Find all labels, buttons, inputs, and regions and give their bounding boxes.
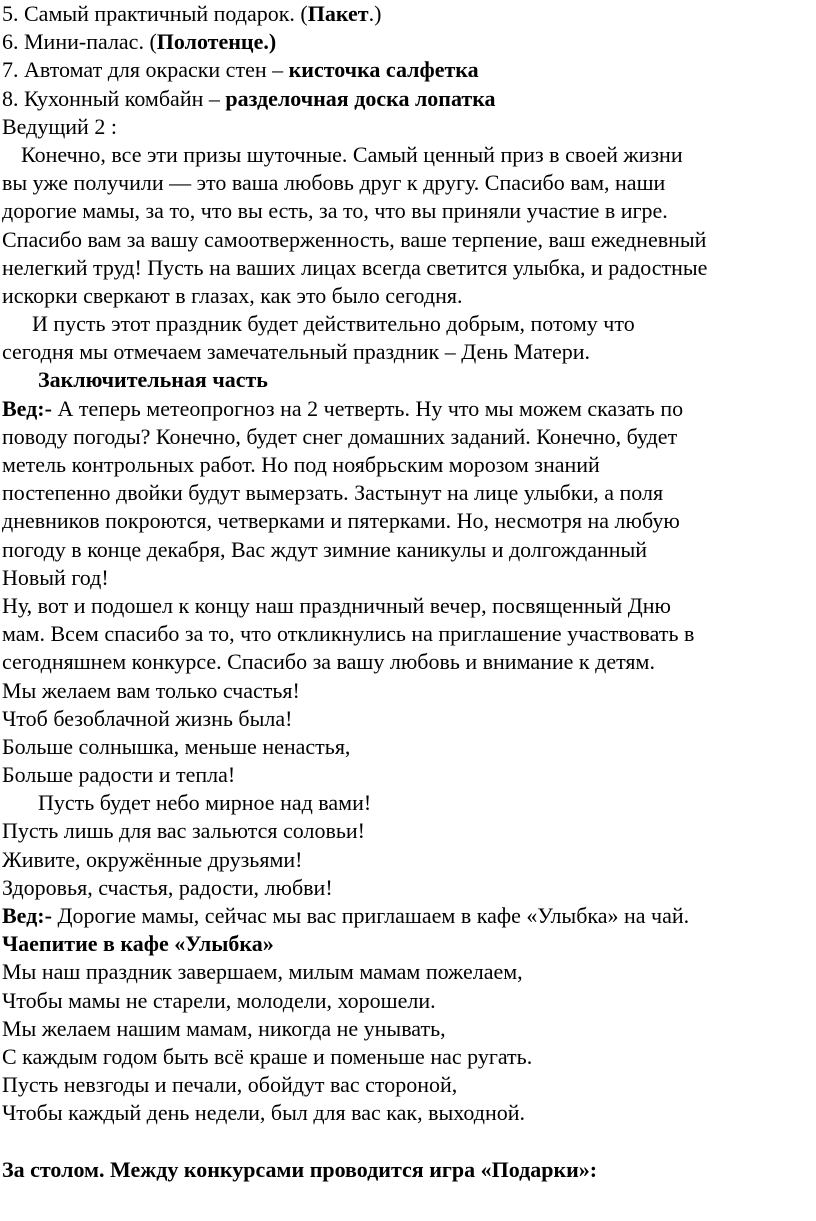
paragraph-line: И пусть этот праздник будет действительно добрым, потому что <box>32 311 635 337</box>
poem-line: С каждым годом быть всё краше и поменьше нас ругать. <box>2 1043 533 1069</box>
forecast-line: Новый год! <box>2 564 109 590</box>
prize-text-end: .) <box>368 1 382 26</box>
closing-line: сегодняшнем конкурсе. Спасибо за вашу любовь и внимание к детям. <box>2 649 655 675</box>
prize-text: 7. Автомат для окраски стен – <box>2 57 289 83</box>
speaker-label: Вед:- <box>2 903 52 928</box>
poem-line: Мы желаем вам только счастья! <box>2 677 300 703</box>
forecast-line: метель контрольных работ. Но под ноябрьским морозом знаний <box>2 452 600 477</box>
poem-line: Пусть будет небо мирное над вами! <box>38 790 372 816</box>
section-heading-text: Заключительная часть <box>38 367 268 393</box>
poem-line: Больше солнышка, меньше ненастья, <box>2 733 351 759</box>
prize-item-5 <box>2 0 814 28</box>
blank-line <box>2 1128 814 1156</box>
closing-line: Ну, вот и подошел к концу наш праздничный вечер, посвященный Дню <box>2 592 671 618</box>
section-heading-text: Чаепитие в кафе «Улыбка» <box>2 931 274 957</box>
prize-item-7 <box>2 56 814 84</box>
poem-line: Живите, окружённые друзьями! <box>2 846 303 872</box>
forecast-line: погоду в конце декабря, Вас ждут зимние каникулы и долгожданный <box>2 536 648 562</box>
paragraph-line: вы уже получили — это ваша любовь друг к другу. Спасибо вам, наши <box>2 170 666 196</box>
poem-line: Мы желаем нашим мамам, никогда не унывать, <box>2 1015 446 1041</box>
poem-line: Больше радости и тепла! <box>2 762 236 788</box>
section-heading-text: За столом. Между конкурсами проводится игра «Подарки»: <box>2 1156 598 1182</box>
host2-label: Ведущий 2 : <box>2 113 117 139</box>
section-heading <box>2 1156 814 1184</box>
paragraph-line: Конечно, все эти призы шуточные. Самый ценный приз в своей жизни <box>21 141 683 167</box>
forecast-line: дневников покроются, четверками и пятерками. Но, несмотря на любую <box>2 508 680 534</box>
poem-line: Пусть невзгоды и печали, обойдут вас стороной, <box>2 1072 458 1098</box>
prize-answer: Полотенце.) <box>156 29 277 55</box>
prize-answer: разделочная доска лопатка <box>225 85 496 111</box>
section-heading <box>2 930 814 958</box>
poem-line: Чтоб безоблачной жизнь была! <box>2 705 293 731</box>
paragraph-line: Спасибо вам за вашу самоотверженность, ваше терпение, ваш ежедневный <box>2 226 707 252</box>
section-heading <box>2 366 814 394</box>
poem-line: Мы наш праздник завершаем, милым мамам пожелаем, <box>2 959 523 985</box>
poem-line: Пусть лишь для вас зальются соловьи! <box>2 818 365 844</box>
poem-line: Чтобы мамы не старели, молодели, хорошели. <box>2 987 436 1013</box>
forecast-text: А теперь метеопрогноз на 2 четверть. Ну что мы можем сказать по <box>51 395 684 421</box>
prize-item-8 <box>2 85 814 113</box>
prize-answer: кисточка салфетка <box>288 57 479 83</box>
document-page <box>2 0 814 1184</box>
poem-line: Здоровья, счастья, радости, любви! <box>2 874 333 900</box>
invite-text: Дорогие мамы, сейчас мы вас приглашаем в кафе «Улыбка» на чай. <box>51 903 690 928</box>
paragraph-line: искорки сверкают в глазах, как это было сегодня. <box>2 282 463 308</box>
paragraph-line: нелегкий труд! Пусть на ваших лицах всегда светится улыбка, и радостные <box>2 254 708 280</box>
prize-item-6 <box>2 28 814 56</box>
forecast-line: поводу погоды? Конечно, будет снег домашних заданий. Конечно, будет <box>2 423 678 449</box>
poem-line: Чтобы каждый день недели, был для вас как, выходной. <box>2 1100 526 1126</box>
speaker-label: Вед:- <box>2 395 52 421</box>
paragraph-line: дорогие мамы, за то, что вы есть, за то, что вы приняли участие в игре. <box>2 198 668 224</box>
forecast-line <box>2 395 814 423</box>
paragraph-line: сегодня мы отмечаем замечательный праздник – День Матери. <box>2 339 590 365</box>
prize-answer: Пакет <box>307 1 369 26</box>
prize-text: 6. Мини-палас. ( <box>2 29 157 55</box>
invite-line <box>2 902 814 930</box>
prize-text: 5. Самый практичный подарок. ( <box>2 1 308 26</box>
closing-line: мам. Всем спасибо за то, что откликнулись на приглашение участвовать в <box>2 621 695 647</box>
forecast-line: постепенно двойки будут вымерзать. Застынут на лице улыбки, а поля <box>2 480 664 506</box>
prize-text: 8. Кухонный комбайн – <box>2 85 226 111</box>
